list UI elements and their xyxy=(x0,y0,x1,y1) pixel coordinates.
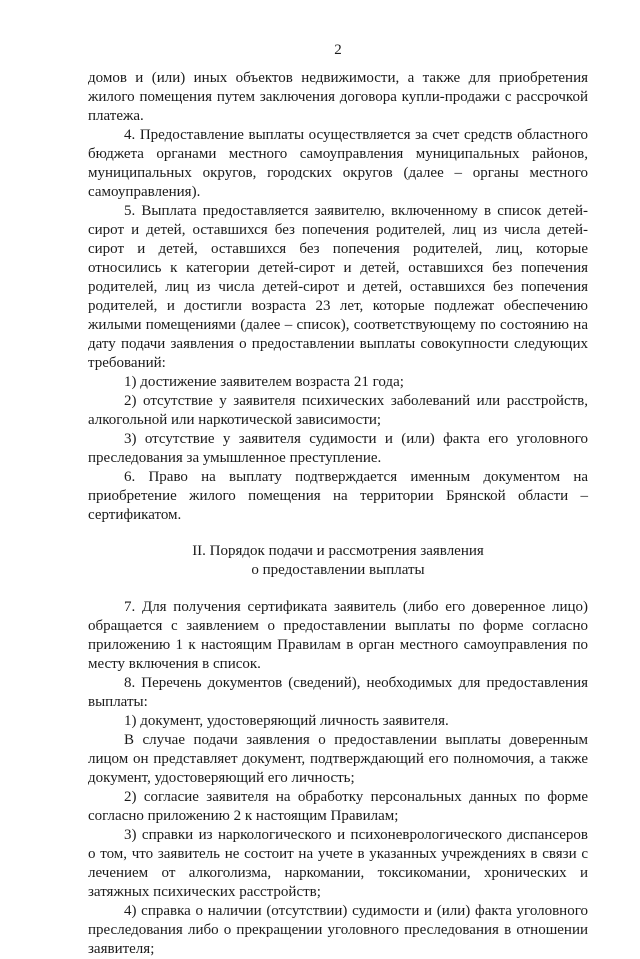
paragraph-p-8-1: 1) документ, удостоверяющий личность заявителя. xyxy=(124,713,449,729)
paragraph-p-8-1b: В случае подачи заявления о предоставлении выплаты доверенным лицом он представляет документ, подтверждающий его полномочия, а также документ, удостоверяющий его личность; xyxy=(88,732,588,786)
section-heading-line-1: II. Порядок подачи и рассмотрения заявления xyxy=(192,543,484,559)
paragraph-p-5-3: 3) отсутствие у заявителя судимости и (или) факта его уголовного преследования за умышленное преступление. xyxy=(88,431,588,466)
paragraph-p-6: 6. Право на выплату подтверждается именным документом на приобретение жилого помещения на территории Брянской области – сертификатом. xyxy=(88,469,588,523)
section-heading-line-2: о предоставлении выплаты xyxy=(251,562,425,578)
body-text-before xyxy=(88,69,588,525)
paragraph-p-4: 4. Предоставление выплаты осуществляется за счет средств областного бюджета органами местного самоуправления муниципальных районов, муниципальных округов, городских округов (далее – органы местного самоуправления). xyxy=(88,127,588,200)
paragraph-p-5: 5. Выплата предоставляется заявителю, включенному в список детей-сирот и детей, оставшихся без попечения родителей, лиц из числа детей-сирот и детей, оставшихся без попечения родителей, лиц, которые относились к категории детей-сирот и детей, оставшихся без попечения родителей, лиц из числа детей-сирот и детей, оставшихся без попечения родителей, и достигли возраста 23 лет, которые подлежат обеспечению жилыми помещениями (далее – список), соответствующему по состоянию на дату подачи заявления о предоставлении выплаты совокупности следующих требований: xyxy=(88,203,588,371)
body-text-after xyxy=(88,598,588,959)
paragraph-p-8: 8. Перечень документов (сведений), необходимых для предоставления выплаты: xyxy=(88,675,588,710)
paragraph-p-5-2: 2) отсутствие у заявителя психических заболеваний или расстройств, алкогольной или наркотической зависимости; xyxy=(88,393,588,428)
section-heading xyxy=(88,542,588,580)
paragraph-p-8-4: 4) справка о наличии (отсутствии) судимости и (или) факта уголовного преследования либо о прекращении уголовного преследования в отношении заявителя; xyxy=(88,903,588,957)
paragraph-p-cont: домов и (или) иных объектов недвижимости, а также для приобретения жилого помещения путем заключения договора купли-продажи с рассрочкой платежа. xyxy=(88,70,588,124)
paragraph-p-7: 7. Для получения сертификата заявитель (либо его доверенное лицо) обращается с заявлением о предоставлении выплаты по форме согласно приложению 1 к настоящим Правилам в орган местного самоуправления по месту включения в список. xyxy=(88,599,588,672)
paragraph-p-8-3: 3) справки из наркологического и психоневрологического диспансеров о том, что заявитель не состоит на учете в указанных учреждениях в связи с лечением от алкоголизма, наркомании, токсикомании, хронических и затяжных психических расстройств; xyxy=(88,827,588,900)
page-number: 2 xyxy=(334,42,342,58)
paragraph-p-8-2: 2) согласие заявителя на обработку персональных данных по форме согласно приложению 2 к настоящим Правилам; xyxy=(88,789,588,824)
paragraph-p-5-1: 1) достижение заявителем возраста 21 года; xyxy=(124,374,404,390)
